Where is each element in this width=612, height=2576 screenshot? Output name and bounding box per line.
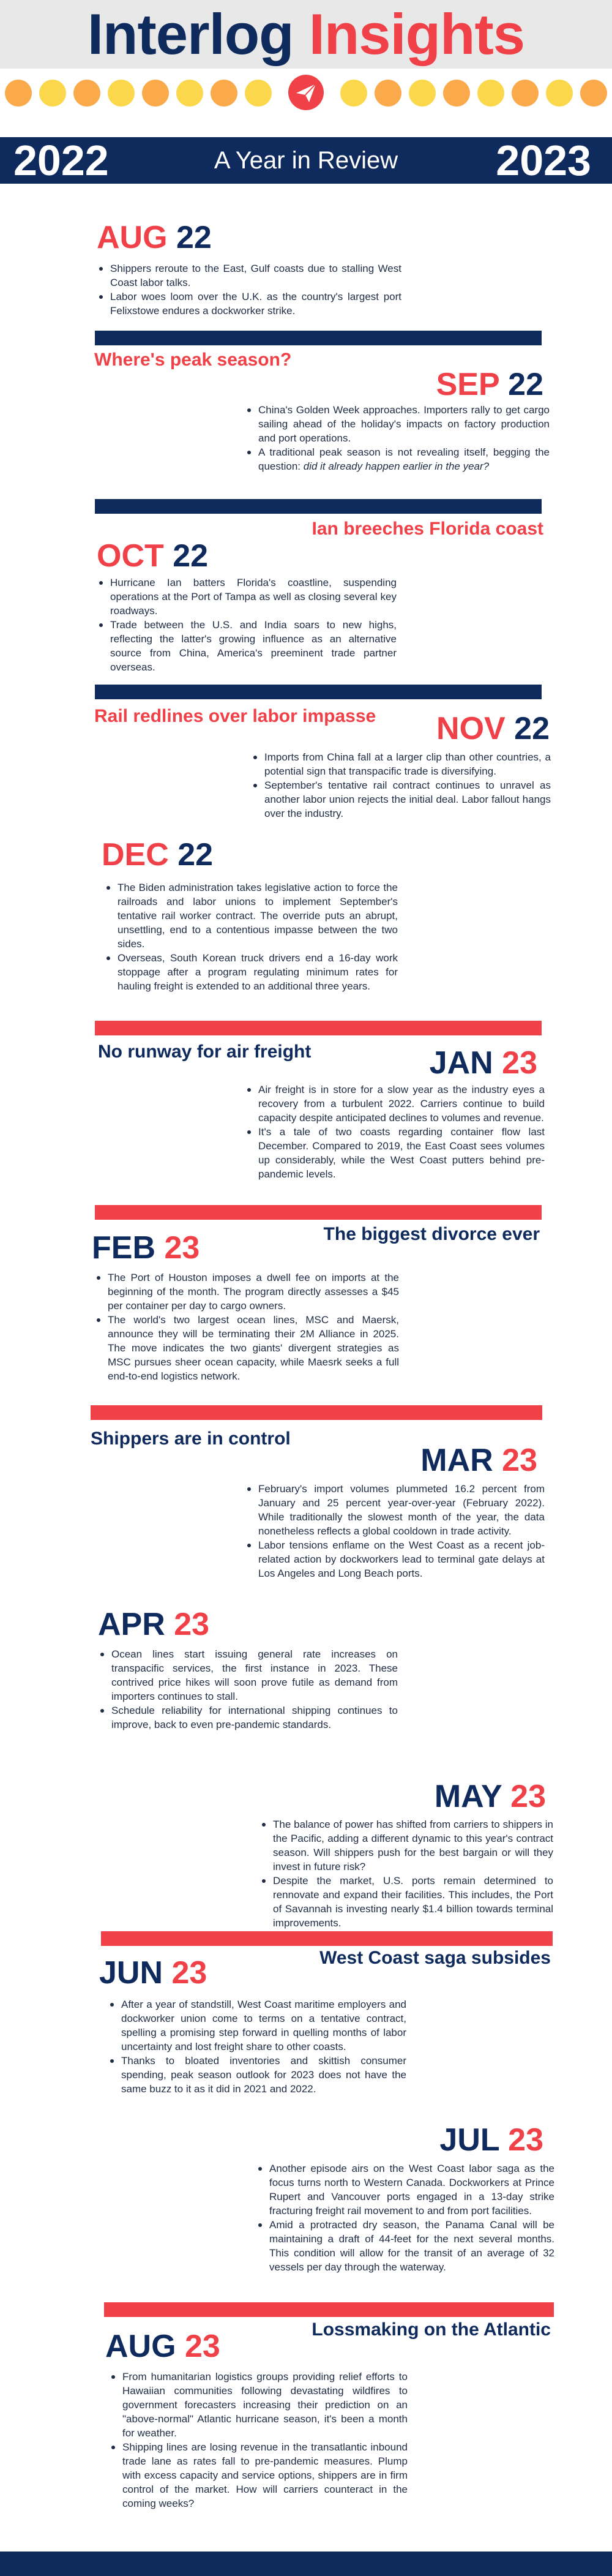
month-title: NOV 22	[436, 711, 550, 746]
bullet-list	[109, 2370, 408, 2510]
list-item: It's a tale of two coasts regarding container flow last December. Compared to 2019, the East Coast sees volumes up considerably, while the West Coast putters behind pre-pandemic levels.	[245, 1125, 545, 1181]
bullet-list	[98, 1647, 398, 1732]
list-item: Another episode airs on the West Coast labor saga as the focus turns north to Western Canada. Dockworkers at Prince Rupert and Vancouver ports engaged in a 13-day strike fracturing freight rail movement to and from port facilities.	[256, 2161, 554, 2218]
divider-bar	[91, 1405, 542, 1420]
month-title: SEP 22	[436, 367, 543, 402]
footer-bar	[0, 2552, 612, 2576]
list-item: Shipping lines are losing revenue in the transatlantic inbound trade lane as rates fall to pre-pandemic measures. Plump with excess capacity and service options, shippers are in firm control of the market. How will carriers counteract in the coming weeks?	[109, 2440, 408, 2510]
divider-bar	[95, 499, 542, 514]
list-item: A traditional peak season is not revealing itself, begging the question: did it already happen earlier in the year?	[245, 445, 550, 473]
headline: Lossmaking on the Atlantic	[312, 2319, 551, 2340]
bullet-list	[245, 1083, 545, 1181]
bullet-list	[97, 261, 401, 318]
divider-bar	[104, 2302, 554, 2317]
dot-icon	[176, 80, 203, 107]
month-title: FEB 23	[92, 1230, 200, 1266]
list-item: September's tentative rail contract continues to unravel as another labor union rejects the initial deal. Labor fallout hangs over the industry.	[251, 778, 551, 820]
month-title: JUN 23	[99, 1955, 207, 1991]
month-title: AUG 22	[97, 220, 212, 255]
list-item: The balance of power has shifted from carriers to shippers in the Pacific, adding a different dynamic to this year's contract season. Will shippers push for the best bargain or will they invest in future risk?	[259, 1817, 553, 1874]
dot-icon	[375, 80, 401, 107]
headline: West Coast saga subsides	[319, 1948, 551, 1968]
month-title: OCT 22	[97, 538, 209, 574]
dot-icon	[73, 80, 100, 107]
headline: Ian breeches Florida coast	[312, 519, 543, 539]
list-item: Despite the market, U.S. ports remain determined to rennovate and expand their facilities. This includes, the Port of Savannah is investing nearly $1.4 billion towards terminal improvements.	[259, 1874, 553, 1930]
dot-icon	[108, 80, 135, 107]
bullet-list	[94, 1271, 399, 1383]
bullet-list	[259, 1817, 553, 1930]
dot-icon	[211, 80, 237, 107]
list-item: Amid a protracted dry season, the Panama Canal will be maintaining a draft of 44-feet for the next several months. This condition will allow for the transit of an average of 32 vessels per day through the waterway.	[256, 2218, 554, 2274]
list-item: Schedule reliability for international shipping continues to improve, back to even pre-pandemic standards.	[98, 1703, 398, 1732]
list-item: The world's two largest ocean lines, MSC and Maersk, announce they will be terminating their 2M Alliance in 2025. The move indicates the two giants' divergent strategies as MSC pursues sheer ocean capacity, while Maesrk seeks a full end-to-end logistics network.	[94, 1313, 399, 1383]
bullet-list	[256, 2161, 554, 2274]
month-title: JAN 23	[429, 1045, 537, 1081]
month-title: AUG 23	[105, 2329, 220, 2364]
dot-icon	[142, 80, 169, 107]
dot-icon	[39, 80, 66, 107]
list-item: The Port of Houston imposes a dwell fee on imports at the beginning of the month. The program directly assesses a $45 per container per day to cargo owners.	[94, 1271, 399, 1313]
list-item: The Biden administration takes legislative action to force the railroads and labor unions to implement September's tentative rail worker contract. The override puts an abrupt, unsettling, end to a contentious impasse between the two sides.	[104, 881, 398, 951]
divider-bar	[101, 1931, 553, 1946]
divider-bar	[95, 1205, 542, 1220]
month-title: MAR 23	[420, 1443, 537, 1478]
dot-icon	[409, 80, 436, 107]
list-item: Thanks to bloated inventories and skittish consumer spending, peak season outlook for 2023 does not have the same buzz to it as it did in 2021 and 2022.	[108, 2054, 406, 2096]
month-title: APR 23	[98, 1607, 210, 1642]
month-title: DEC 22	[102, 837, 214, 873]
list-item: Hurricane Ian batters Florida's coastline, suspending operations at the Port of Tampa as well as closing several key roadways.	[97, 576, 397, 618]
dot-icon	[546, 80, 573, 107]
bullet-list	[245, 1482, 545, 1580]
bullet-list	[104, 881, 398, 993]
list-item: Labor woes loom over the U.K. as the country's largest port Felixstowe endures a dockworker strike.	[97, 290, 401, 318]
year-banner	[0, 137, 612, 184]
list-item: Ocean lines start issuing general rate increases on transpacific services, the first instance in 2023. These contrived price hikes will soon prove futile as demand from importers continues to stall.	[98, 1647, 398, 1703]
list-item: China's Golden Week approaches. Importers rally to get cargo sailing ahead of the holiday's impacts on factory production and port operations.	[245, 403, 550, 445]
dot-icon	[443, 80, 470, 107]
list-item: Imports from China fall at a larger clip than other countries, a potential sign that transpacific trade is diversifying.	[251, 750, 551, 778]
list-item: After a year of standstill, West Coast maritime employers and dockworker union come to terms on a tentative contract, spelling a promising step forward in quelling months of labor uncertainty and lost freight share to other coasts.	[108, 1997, 406, 2054]
page-title: Interlog Insights	[87, 2, 525, 66]
banner-year-start: 2022	[13, 137, 109, 184]
dot-icon	[245, 80, 272, 107]
dot-icon	[512, 80, 539, 107]
month-title: JUL 23	[439, 2122, 543, 2158]
bullet-list	[108, 1997, 406, 2096]
month-title: MAY 23	[434, 1779, 546, 1814]
headline: Rail redlines over labor impasse	[94, 706, 376, 726]
headline: Where's peak season?	[94, 350, 292, 370]
banner-year-end: 2023	[496, 137, 591, 184]
headline: Shippers are in control	[91, 1429, 291, 1449]
dot-icon	[580, 80, 607, 107]
list-item: Overseas, South Korean truck drivers end a 16-day work stoppage after a program regulating minimum rates for hauling freight is extended to an additional three years.	[104, 951, 398, 993]
list-item: From humanitarian logistics groups providing relief efforts to Hawaiian communities following devastating wildfires to government forecasters increasing their prediction on an "above-normal" Atlantic hurricane season, it's been a month for weather.	[109, 2370, 408, 2440]
list-item: February's import volumes plummeted 16.2 percent from January and 25 percent year-over-year (February 2022). While traditionally the slowest month of the year, the data nonetheless reflects a global cooldown in trade activity.	[245, 1482, 545, 1538]
list-item: Shippers reroute to the East, Gulf coasts due to stalling West Coast labor talks.	[97, 261, 401, 290]
bullet-list	[245, 403, 550, 473]
dot-icon	[340, 80, 367, 107]
banner-subtitle: A Year in Review	[214, 147, 398, 174]
dot-icon	[5, 80, 32, 107]
divider-bar	[95, 1021, 542, 1035]
header	[0, 0, 612, 69]
divider-bar	[95, 331, 542, 345]
bullet-list	[251, 750, 551, 820]
list-item: Labor tensions enflame on the West Coast as a recent job-related action by dockworkers lead to terminal gate delays at Los Angeles and Long Beach ports.	[245, 1538, 545, 1580]
paper-plane-icon	[288, 75, 324, 110]
bullet-list	[97, 576, 397, 674]
headline: The biggest divorce ever	[323, 1224, 540, 1244]
list-item: Air freight is in store for a slow year as the industry eyes a recovery from a turbulent 2022. Carriers continue to build capacity despite anticipated declines to volumes and revenue.	[245, 1083, 545, 1125]
headline: No runway for air freight	[98, 1042, 312, 1062]
list-item: Trade between the U.S. and India soars to new highs, reflecting the latter's growing influence as an alternative source from China, America's preeminent trade partner overseas.	[97, 618, 397, 674]
divider-bar	[95, 685, 542, 699]
dot-icon	[477, 80, 504, 107]
